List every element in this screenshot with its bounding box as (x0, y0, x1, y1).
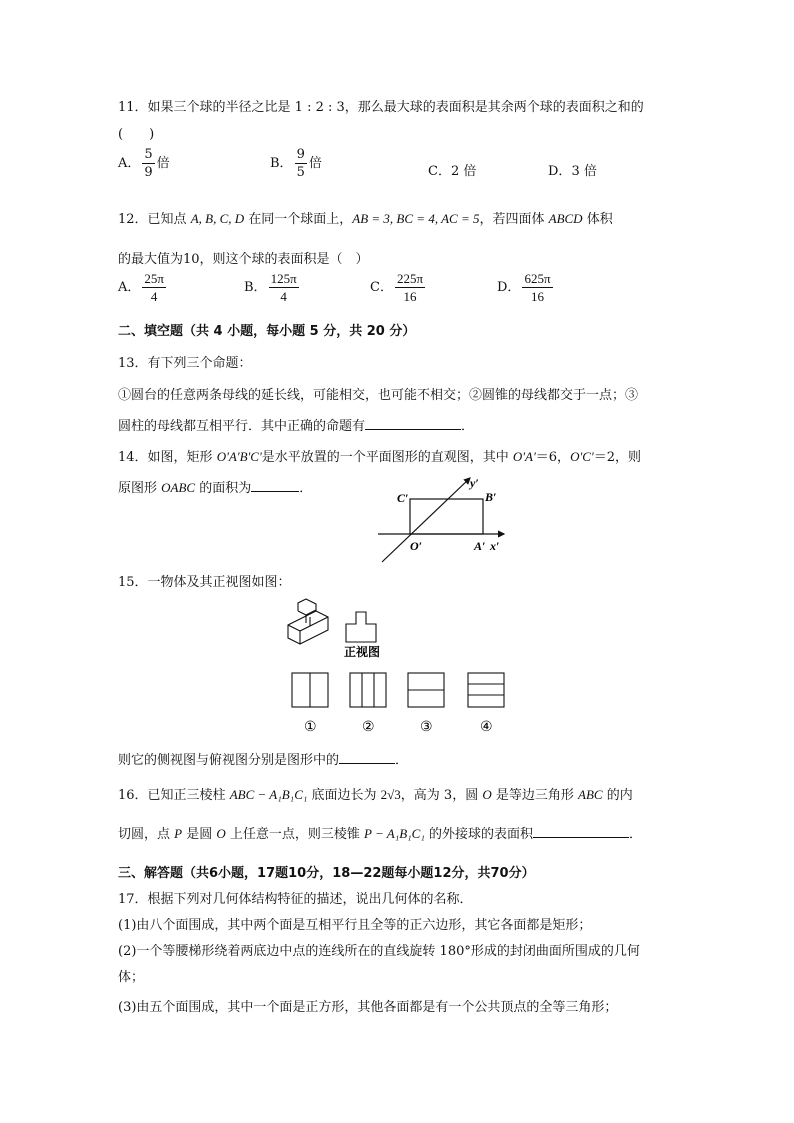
q17-part3: (3)由五个面围成，其中一个面是正方形，其他各面都是有一个公共顶点的全等三角形； (118, 1000, 618, 1015)
view-option-3 (408, 673, 444, 707)
q11-option-a: A． $\frac{5}{9}$ 倍 (118, 147, 170, 180)
q13-line3: 圆柱的母线都互相平行．其中正确的命题有 ． (118, 419, 475, 434)
q11-stem: 11．如果三个球的半径之比是 1 : 2 : 3，那么最大球的表面积是其余两个球的表面积之和的 (118, 100, 644, 115)
front-view-label: 正视图 (344, 645, 381, 659)
q14-line2: 原图形 OABC 的面积为 ． (118, 480, 313, 496)
q13-answer-blank[interactable] (365, 417, 461, 430)
q17-part2-cont: 体； (118, 970, 145, 985)
front-view-figure (346, 612, 376, 642)
q17-part1: (1)由八个面围成，其中两个面是互相平行且全等的正六边形，其它各面都是矩形； (118, 918, 592, 933)
label-o: O′ (410, 539, 423, 553)
q16-answer-blank[interactable] (533, 825, 629, 838)
view-option-1 (292, 673, 328, 707)
q16-line1: 16．已知正三棱柱 ABC − A₁B₁C₁ 底面边长为 2√3，高为 3，圆 O 是等边三角形 ABC 的内 (118, 787, 633, 803)
label-x: x′ (490, 539, 500, 553)
q14-line1: 14．如图，矩形 O'A'B'C'是水平放置的一个平面图形的直观图，其中 O'A'＝6，O'C'＝2，则 (118, 449, 641, 465)
q11-paren: ( ) (118, 127, 155, 142)
section-3-heading: 三、解答题（共6小题，17题10分，18—22题每小题12分，共70分） (118, 866, 535, 881)
label-a: A′ (474, 539, 486, 553)
solid-object-figure (288, 599, 328, 644)
q12-option-d: D． $\frac{625\pi}{16}$ (497, 271, 551, 304)
q12-line2: 的最大值为10，则这个球的表面积是（ ） (118, 252, 369, 267)
label-c: C′ (397, 491, 409, 505)
q17-line1: 17．根据下列对几何体结构特征的描述，说出几何体的名称． (118, 892, 473, 907)
q14-answer-blank[interactable] (251, 479, 299, 492)
q15-figures (280, 595, 520, 735)
option-4-number: ④ (480, 720, 493, 735)
q12-option-c: C． $\frac{225\pi}{16}$ (370, 271, 424, 304)
q12-option-b: B． $\frac{125\pi}{4}$ (244, 271, 297, 304)
q16-line2: 切圆，点 P 是圆 O 上任意一点，则三棱锥 P − A₁B₁C₁ 的外接球的表面积 ． (118, 826, 643, 842)
q13-line1: 13．有下列三个命题： (118, 356, 252, 371)
y-axis (382, 478, 470, 562)
rectangle-oabc (410, 499, 483, 534)
q15-line2: 则它的侧视图与俯视图分别是图形中的 ． (118, 753, 409, 768)
label-b: B′ (485, 490, 497, 504)
view-option-2 (350, 673, 386, 707)
q12-option-a: A． $\frac{25\pi}{4}$ (118, 271, 164, 304)
option-3-number: ③ (420, 720, 433, 735)
q11-option-b: B． $\frac{9}{5}$ 倍 (270, 147, 322, 180)
option-2-number: ② (362, 720, 375, 735)
section-2-heading: 二、填空题（共 4 小题，每小题 5 分，共 20 分） (118, 324, 416, 339)
q11-option-d: D．3 倍 (548, 164, 597, 179)
option-1-number: ① (304, 720, 317, 735)
q12-line1: 12．已知点 A, B, C, D 在同一个球面上，AB = 3, BC = 4, AC = 5，若四面体 ABCD 体积 (118, 211, 613, 227)
view-option-4 (468, 673, 504, 707)
q14-figure (370, 470, 510, 565)
label-y: y′ (470, 476, 479, 490)
q17-part2: (2)一个等腰梯形绕着两底边中点的连线所在的直线旋转 180°形成的封闭曲面所围成的几何 (118, 944, 640, 959)
q15-line1: 15．一物体及其正视图如图： (118, 575, 291, 590)
q11-option-c: C．2 倍 (428, 164, 477, 179)
q15-answer-blank[interactable] (339, 751, 395, 764)
q13-line2: ①圆台的任意两条母线的延长线，可能相交，也可能不相交；②圆锥的母线都交于一点；③ (118, 388, 639, 403)
